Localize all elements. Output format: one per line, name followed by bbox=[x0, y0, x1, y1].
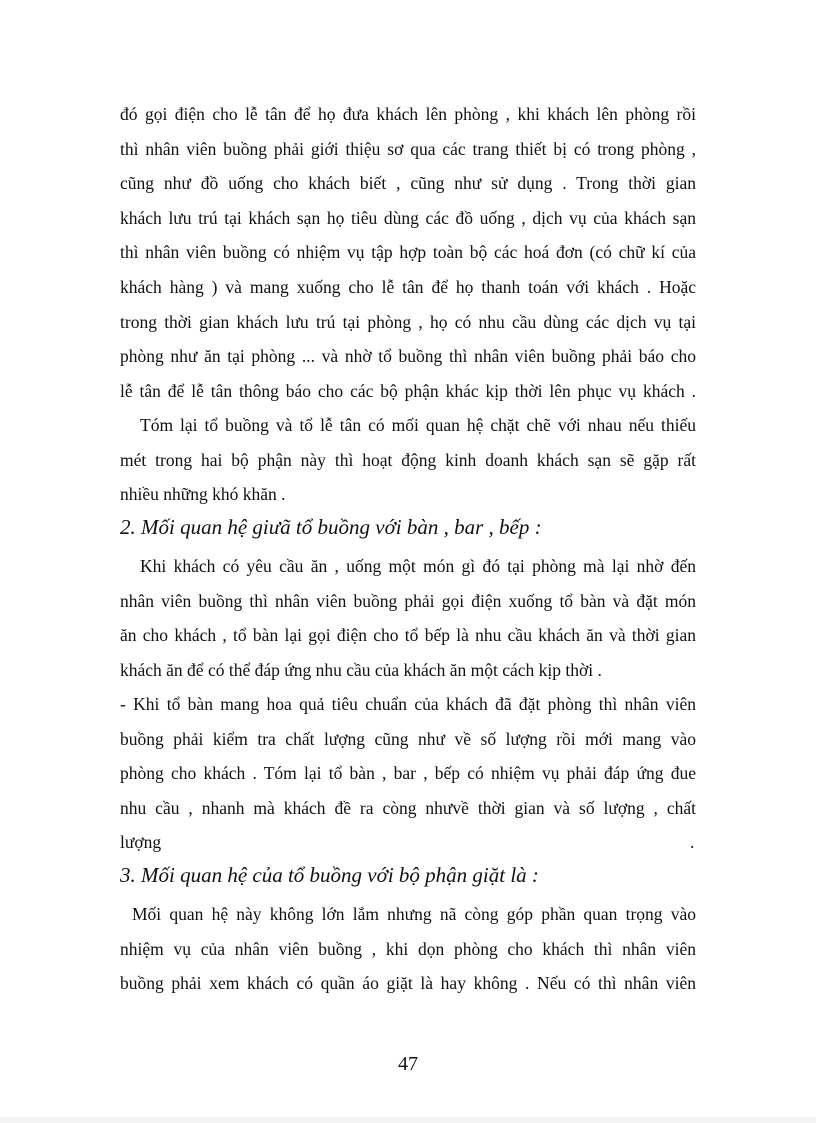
text-line: - Khi tổ bàn mang hoa quả tiêu chuẩn của khách đã đặt phòng thì nhân viên bbox=[120, 694, 696, 714]
text-line: Mối quan hệ này không lớn lắm nhưng nã còng góp phần quan trọng vào bbox=[132, 904, 696, 924]
text-line: thì nhân viên buồng có nhiệm vụ tập hợp toàn bộ các hoá đơn (có chữ kí của bbox=[120, 242, 696, 263]
page-number: 47 bbox=[398, 1053, 418, 1075]
text-line: khách lưu trú tại khách sạn họ tiêu dùng các đồ uống , dịch vụ của khách sạn bbox=[120, 207, 696, 228]
text-line: lượng bbox=[120, 832, 162, 853]
text-line: nhiệm vụ của nhân viên buồng , khi dọn phòng cho khách thì nhân viên bbox=[120, 938, 696, 959]
text-line: thì nhân viên buồng phải giới thiệu sơ qua các trang thiết bị có trong phòng , bbox=[120, 138, 696, 159]
text-line: phòng như ăn tại phòng ... và nhờ tổ buồng thì nhân viên buồng phải báo cho bbox=[120, 346, 696, 367]
page-bottom-edge bbox=[0, 1117, 816, 1123]
text-line: trong thời gian khách lưu trú tại phòng , họ có nhu cầu dùng các dịch vụ tại bbox=[120, 311, 696, 332]
text-line: khách hàng ) và mang xuống cho lễ tân để họ thanh toán với khách . Hoặc bbox=[120, 277, 696, 297]
text-line: buồng phải kiểm tra chất lượng cũng như về số lượng rồi mới mang vào bbox=[120, 728, 696, 749]
text-line: nhân viên buồng thì nhân viên buồng phải gọi điện xuống tổ bàn và đặt món bbox=[120, 590, 696, 611]
text-line: ăn cho khách , tổ bàn lại gọi điện cho tổ bếp là nhu cầu khách ăn và thời gian bbox=[120, 625, 696, 646]
text-line: cũng như đồ uống cho khách biết , cũng như sử dụng . Trong thời gian bbox=[120, 173, 696, 194]
section-heading-3: 3. Mối quan hệ của tổ buồng với bộ phận giặt là : bbox=[120, 863, 539, 887]
text-line: buồng phải xem khách có quần áo giặt là hay không . Nếu có thì nhân viên bbox=[120, 973, 696, 994]
text-line: nhiều những khó khăn . bbox=[120, 484, 286, 505]
text-line: mét trong hai bộ phận này thì hoạt động kinh doanh khách sạn sẽ gặp rất bbox=[120, 449, 696, 470]
trailing-period: . bbox=[690, 832, 695, 853]
section-heading-2: 2. Mối quan hệ giưã tổ buồng với bàn , bar , bếp : bbox=[120, 515, 542, 539]
text-line: Khi khách có yêu cầu ăn , uống một món gì đó tại phòng mà lại nhờ đến bbox=[140, 556, 696, 576]
text-line: lễ tân để lễ tân thông báo cho các bộ phận khác kịp thời lên phục vụ khách . bbox=[120, 380, 696, 401]
text-line: phòng cho khách . Tóm lại tổ bàn , bar , bếp có nhiệm vụ phải đáp ứng đue bbox=[120, 763, 696, 784]
text-line: nhu cầu , nhanh mà khách đề ra còng nhưvề thời gian và số lượng , chất bbox=[120, 797, 696, 818]
text-line: Tóm lại tổ buồng và tổ lễ tân có mối quan hệ chặt chẽ với nhau nếu thiếu bbox=[140, 415, 696, 435]
text-line: khách ăn để có thể đáp ứng nhu cầu của khách ăn một cách kịp thời . bbox=[120, 659, 602, 680]
text-line: đó gọi điện cho lễ tân để họ đưa khách lên phòng , khi khách lên phòng rồi bbox=[120, 104, 696, 124]
